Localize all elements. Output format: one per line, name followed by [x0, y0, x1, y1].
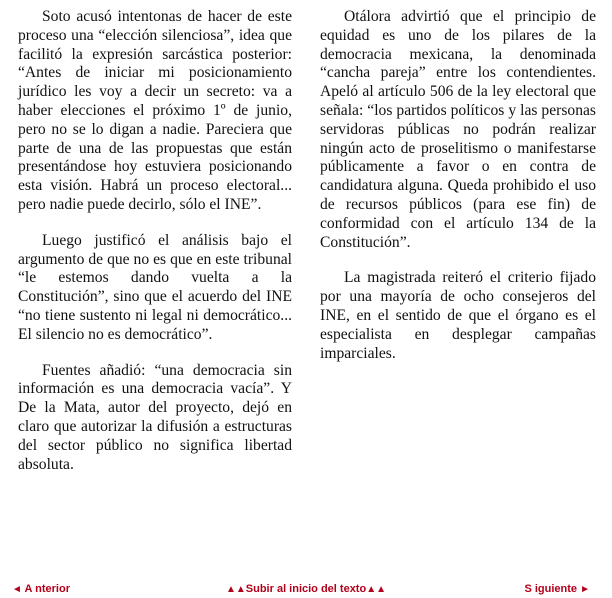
back-to-top-label: Subir al inicio del texto	[245, 583, 367, 595]
next-link[interactable]	[524, 583, 590, 595]
right-column	[316, 8, 604, 580]
article-columns	[8, 8, 604, 580]
arrow-up-icon: ▲▲	[225, 584, 246, 595]
left-column	[8, 8, 296, 580]
paragraph: La magistrada reiteró el criterio fijado por una mayoría de ocho consejeros del INE, en el sentido de que el órgano es el especialista en desplegar campañas imparciales.	[320, 269, 596, 362]
next-label: S iguiente	[524, 583, 581, 595]
arrow-left-icon: ◄	[12, 584, 22, 595]
paragraph: Soto acusó intentonas de hacer de este proceso una “elección silenciosa”, idea que facilitó la expresión sarcástica posterior: “Antes de iniciar mi posicionamiento jurídico les voy a decir un secreto: va a haber elecciones el próximo 1º de junio, pero no se lo digan a nadie. Pareciera que parte de una de las propuestas que están presentándose hoy estuviera posicionando esta visión. Habrá un proceso electoral... pero nadie puede decirlo, sólo el INE”.	[18, 8, 292, 213]
paragraph: Fuentes añadió: “una democracia sin información es una democracia vacía”. Y De la Mata, autor del proyecto, dejó en claro que autorizar la difusión a estructuras del sector público no significa libertad absoluta.	[18, 361, 292, 473]
paragraph: Otálora advirtió que el principio de equidad es uno de los pilares de la democracia mexicana, la denominada “cancha pareja” entre los contendientes. Apeló al artículo 506 de la ley electoral que señala: “los partidos políticos y las personas servidoras públicas no podrán realizar ningún acto de proselitismo o manifestarse públicamente a favor o en contra de candidatura alguna. Queda prohibido el uso de recursos públicos (para ese fin) de conformidad con el artículo 134 de la Constitución”.	[320, 8, 596, 251]
page-navigation	[0, 583, 612, 597]
arrow-up-icon: ▲▲	[366, 584, 386, 595]
previous-label: A nterior	[21, 583, 70, 595]
back-to-top-link[interactable]	[0, 583, 612, 595]
paragraph: Luego justificó el análisis bajo el argumento de que no es que en este tribunal “le estemos dando vuelta a la Constitución”, sino que el acuerdo del INE “no tiene sustento ni legal ni democrático... El silencio no es democrático”.	[18, 231, 292, 343]
arrow-right-icon: ►	[580, 584, 590, 595]
